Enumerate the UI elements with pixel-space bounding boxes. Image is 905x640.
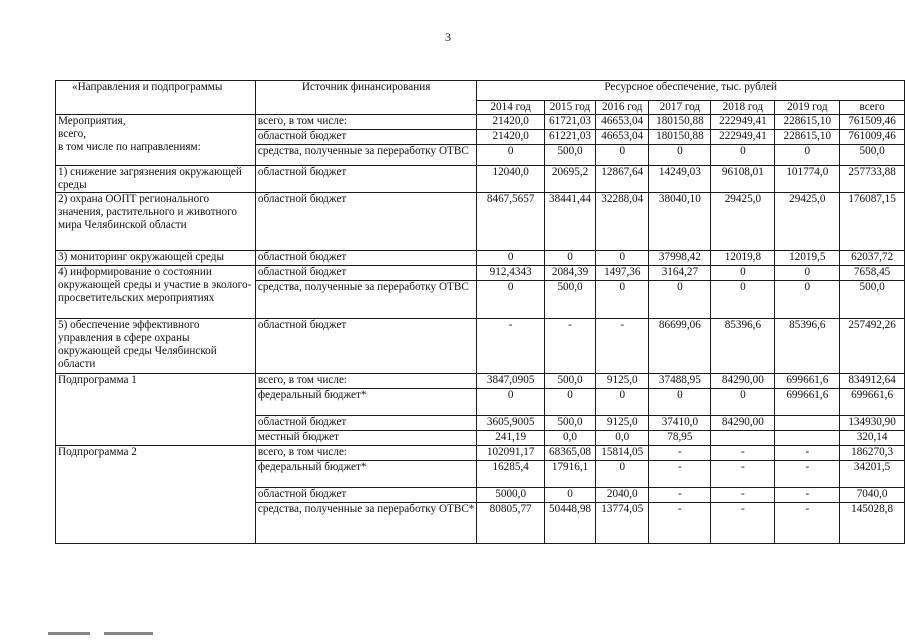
amount-cell: 3164,27 [649,266,711,281]
funding-source: областной бюджет [255,488,476,503]
amount-cell: - [477,319,545,374]
amount-cell: 912,4343 [477,266,545,281]
funding-source: средства, полученные за переработку ОТВС [255,145,476,166]
amount-cell: 80805,77 [477,503,545,544]
amount-cell: 0 [775,266,840,281]
amount-cell: 0 [596,461,649,488]
funding-source: областной бюджет [255,130,476,145]
amount-cell: 32288,04 [596,193,649,251]
amount-cell: 14249,03 [649,166,711,193]
amount-cell: - [649,488,711,503]
amount-cell: 176087,15 [840,193,905,251]
amount-cell: 0 [596,251,649,266]
amount-cell: 85396,6 [711,319,775,374]
amount-cell: 7040,0 [840,488,905,503]
amount-cell: 2084,39 [544,266,595,281]
direction-label: 3) мониторинг окружающей среды [56,251,256,266]
amount-cell: 37410,0 [649,416,711,431]
amount-cell: 134930,90 [840,416,905,431]
table-row [56,374,905,389]
amount-cell [711,431,775,446]
amount-cell: 3605,9005 [477,416,545,431]
amount-cell: 102091,17 [477,446,545,461]
header-directions: «Направления и подпрограммы [56,81,256,115]
amount-cell: 761509,46 [840,115,905,130]
amount-cell: 834912,64 [840,374,905,389]
amount-cell: 0 [596,389,649,416]
amount-cell: 46653,04 [596,130,649,145]
amount-cell: 699661,6 [775,374,840,389]
funding-source: всего, в том числе: [255,115,476,130]
amount-cell: 29425,0 [775,193,840,251]
amount-cell: 13774,05 [596,503,649,544]
amount-cell: 0 [775,145,840,166]
table-row [56,266,905,281]
header-year: 2018 год [711,101,775,115]
amount-cell: - [775,461,840,488]
table-body [56,81,905,544]
amount-cell: 12040,0 [477,166,545,193]
amount-cell: 500,0 [544,281,595,319]
amount-cell: - [596,319,649,374]
amount-cell: 257492,26 [840,319,905,374]
header-year: 2019 год [775,101,840,115]
amount-cell: 186270,3 [840,446,905,461]
table-row [56,251,905,266]
amount-cell: - [711,461,775,488]
direction-label: Мероприятия, всего, в том числе по направлениям: [56,115,256,166]
amount-cell: - [649,503,711,544]
amount-cell: 61221,03 [544,130,595,145]
amount-cell: 0 [544,251,595,266]
direction-label: Подпрограмма 2 [56,446,256,544]
amount-cell: 37998,42 [649,251,711,266]
amount-cell: - [775,503,840,544]
amount-cell: 0 [477,145,545,166]
amount-cell: - [544,319,595,374]
amount-cell: - [649,461,711,488]
amount-cell: 0 [711,145,775,166]
amount-cell: 84290,00 [711,374,775,389]
amount-cell: 12019,5 [775,251,840,266]
amount-cell: 500,0 [840,145,905,166]
amount-cell: 0 [596,281,649,319]
amount-cell: 500,0 [840,281,905,319]
amount-cell: - [775,488,840,503]
amount-cell: 0 [649,145,711,166]
amount-cell: 0 [477,281,545,319]
direction-label: 5) обеспечение эффективного управления в сфере охраны окружающей среды Челябинской области [56,319,256,374]
amount-cell: 12019,8 [711,251,775,266]
funding-source: всего, в том числе: [255,374,476,389]
amount-cell: 500,0 [544,416,595,431]
amount-cell: - [711,446,775,461]
direction-label: Подпрограмма 1 [56,374,256,446]
amount-cell: 34201,5 [840,461,905,488]
amount-cell: 500,0 [544,145,595,166]
amount-cell: 21420,0 [477,130,545,145]
amount-cell: 0 [711,281,775,319]
amount-cell: 222949,41 [711,115,775,130]
amount-cell: 699661,6 [775,389,840,416]
amount-cell: 0 [711,389,775,416]
amount-cell: 222949,41 [711,130,775,145]
amount-cell: 9125,0 [596,416,649,431]
direction-label: 4) информирование о состоянии окружающей среды и участие в эколого-просветительских мероприятиях [56,266,256,319]
amount-cell: 180150,88 [649,130,711,145]
header-year: всего [840,101,905,115]
funding-source: всего, в том числе: [255,446,476,461]
amount-cell: 145028,8 [840,503,905,544]
amount-cell: 29425,0 [711,193,775,251]
amount-cell: 62037,72 [840,251,905,266]
amount-cell: 257733,88 [840,166,905,193]
funding-source: областной бюджет [255,266,476,281]
amount-cell: 96108,01 [711,166,775,193]
amount-cell: 228615,10 [775,115,840,130]
amount-cell [775,431,840,446]
amount-cell: - [711,488,775,503]
header-year: 2014 год [477,101,545,115]
amount-cell: 2040,0 [596,488,649,503]
amount-cell: 1497,36 [596,266,649,281]
direction-label: 1) снижение загрязнения окружающей среды [56,166,256,193]
funding-source: областной бюджет [255,166,476,193]
amount-cell: 8467,5657 [477,193,545,251]
amount-cell: 61721,03 [544,115,595,130]
amount-cell: 12867,64 [596,166,649,193]
amount-cell [775,416,840,431]
direction-label: 2) охрана ООПТ регионального значения, растительного и животного мира Челябинской области [56,193,256,251]
table-row [56,193,905,251]
amount-cell: 46653,04 [596,115,649,130]
amount-cell: 68365,08 [544,446,595,461]
amount-cell: 101774,0 [775,166,840,193]
amount-cell: 0 [477,389,545,416]
header-year: 2016 год [596,101,649,115]
funding-source: местный бюджет [255,431,476,446]
amount-cell: 38040,10 [649,193,711,251]
amount-cell: 21420,0 [477,115,545,130]
amount-cell: 3847,0905 [477,374,545,389]
amount-cell: - [775,446,840,461]
amount-cell: 7658,45 [840,266,905,281]
header-year: 2017 год [649,101,711,115]
amount-cell: - [649,446,711,461]
page-number: 3 [445,30,451,44]
funding-source: федеральный бюджет* [255,389,476,416]
amount-cell: 761009,46 [840,130,905,145]
amount-cell: 50448,98 [544,503,595,544]
table-row [56,166,905,193]
table-row [56,115,905,130]
amount-cell: 0 [544,488,595,503]
funding-source: областной бюджет [255,251,476,266]
amount-cell: 0 [477,251,545,266]
amount-cell: 320,14 [840,431,905,446]
amount-cell: 0,0 [596,431,649,446]
amount-cell: 228615,10 [775,130,840,145]
amount-cell: 78,95 [649,431,711,446]
amount-cell: 17916,1 [544,461,595,488]
amount-cell: 16285,4 [477,461,545,488]
header-year: 2015 год [544,101,595,115]
amount-cell: 241,19 [477,431,545,446]
funding-source: федеральный бюджет* [255,461,476,488]
amount-cell: 0 [711,266,775,281]
funding-source: областной бюджет [255,416,476,431]
amount-cell: 5000,0 [477,488,545,503]
amount-cell: 37488,95 [649,374,711,389]
amount-cell: 85396,6 [775,319,840,374]
amount-cell: 180150,88 [649,115,711,130]
table-row [56,319,905,374]
amount-cell: 500,0 [544,374,595,389]
table-row [56,446,905,461]
amount-cell: 9125,0 [596,374,649,389]
amount-cell: 0 [649,281,711,319]
amount-cell: 0 [596,145,649,166]
amount-cell: 0 [544,389,595,416]
amount-cell: 0 [649,389,711,416]
header-source: Источник финансирования [255,81,476,115]
amount-cell: 0,0 [544,431,595,446]
amount-cell: - [711,503,775,544]
amount-cell: 699661,6 [840,389,905,416]
amount-cell: 86699,06 [649,319,711,374]
amount-cell: 38441,44 [544,193,595,251]
amount-cell: 84290,00 [711,416,775,431]
funding-source: областной бюджет [255,193,476,251]
funding-source: средства, полученные за переработку ОТВС [255,281,476,319]
amount-cell: 15814,05 [596,446,649,461]
funding-source: средства, полученные за переработку ОТВС* [255,503,476,544]
funding-source: областной бюджет [255,319,476,374]
amount-cell: 0 [775,281,840,319]
resource-table [55,80,905,544]
header-resources: Ресурсное обеспечение, тыс. рублей [477,81,905,101]
scan-artifact [48,632,188,635]
amount-cell: 20695,2 [544,166,595,193]
